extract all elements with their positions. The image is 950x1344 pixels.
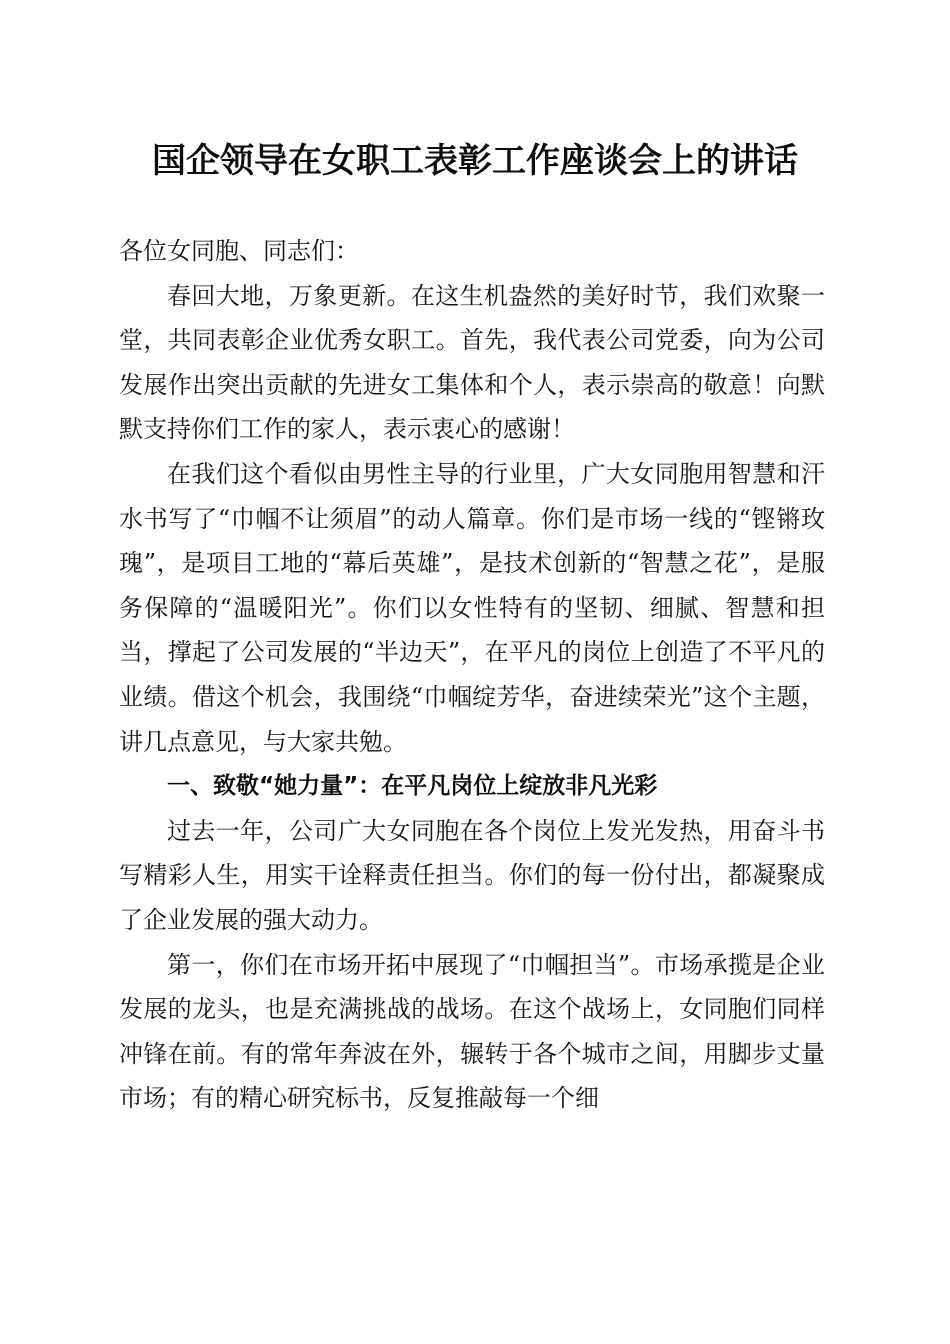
- paragraph: 在我们这个看似由男性主导的行业里，广大女同胞用智慧和汗水书写了“巾帼不让须眉”的动人篇章。你们是市场一线的“铿锵玫瑰”，是项目工地的“幕后英雄”，是技术创新的“智慧之花”，是服务保障的“温暖阳光”。你们以女性特有的坚韧、细腻、智慧和担当，撑起了公司发展的“半边天”，在平凡的岗位上创造了不平凡的业绩。借这个机会，我围绕“巾帼绽芳华，奋进续荣光”这个主题，讲几点意见，与大家共勉。: [119, 459, 825, 756]
- paragraph: 过去一年，公司广大女同胞在各个岗位上发光发热，用奋斗书写精彩人生，用实干诠释责任担当。你们的每一份付出，都凝聚成了企业发展的强大动力。: [119, 816, 825, 934]
- salutation: 各位女同胞、同志们：: [119, 237, 359, 265]
- document-title: 国企领导在女职工表彰工作座谈会上的讲话: [152, 141, 798, 181]
- document-body: [119, 229, 825, 1121]
- section-heading: 一、致敬“她力量”：在平凡岗位上绽放非凡光彩: [167, 773, 658, 800]
- paragraph: 第一，你们在市场开拓中展现了“巾帼担当”。市场承揽是企业发展的龙头，也是充满挑战的战场。在这个战场上，女同胞们同样冲锋在前。有的常年奔波在外，辗转于各个城市之间，用脚步丈量市场；有的精心研究标书，反复推敲每一个细: [119, 950, 825, 1113]
- paragraph: 春回大地，万象更新。在这生机盎然的美好时节，我们欢聚一堂，共同表彰企业优秀女职工。首先，我代表公司党委，向为公司发展作出突出贡献的先进女工集体和个人，表示崇高的敬意！向默默支持你们工作的家人，表示衷心的感谢！: [119, 281, 825, 444]
